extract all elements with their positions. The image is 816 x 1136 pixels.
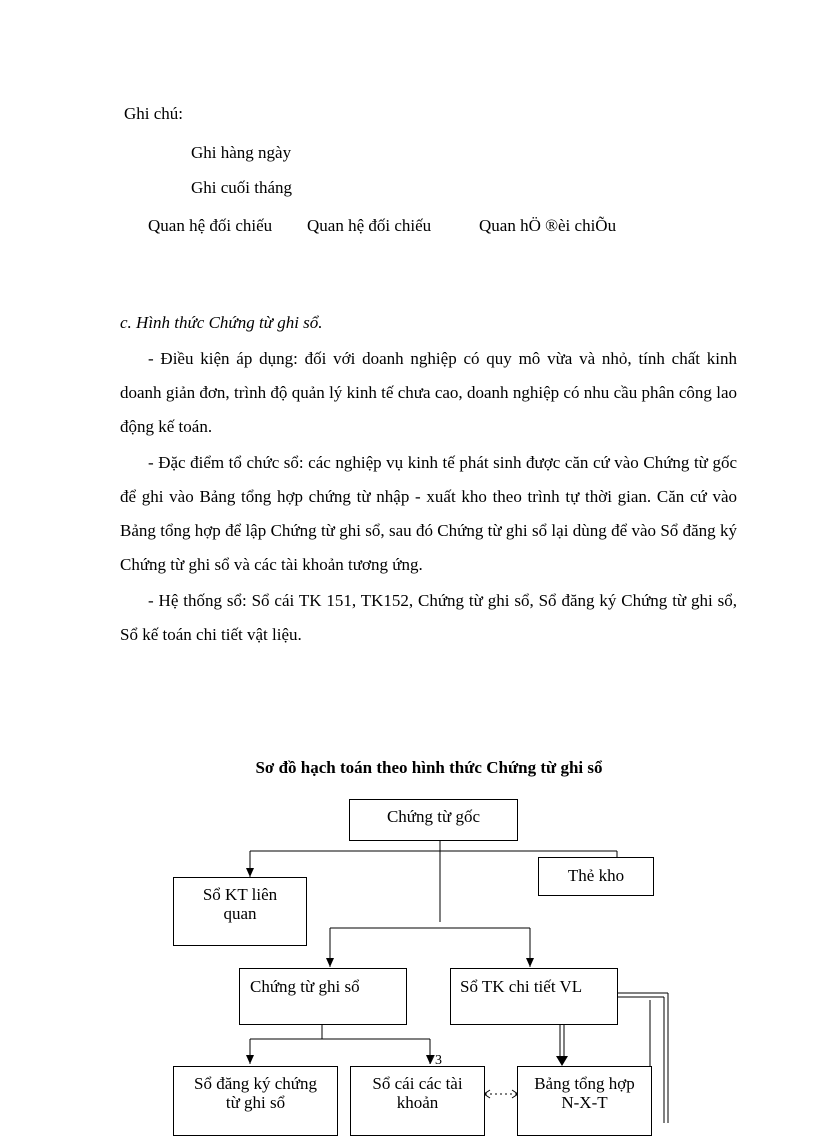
- box-related-kt-line1: Sổ KT liên: [202, 885, 278, 904]
- paragraph-system-text: - Hệ thống sổ: Sổ cái TK 151, TK152, Chứng từ ghi sổ, Sổ đăng ký Chứng từ ghi sổ, Sổ kế toán chi tiết vật liệu.: [120, 591, 737, 644]
- box-summary-line1: Bảng tổng hợp: [534, 1074, 635, 1093]
- box-general-ledger-line2: khoản: [396, 1093, 439, 1112]
- paragraph-conditions-text: - Điều kiện áp dụng: đối với doanh nghiệp có quy mô vừa và nhỏ, tính chất kinh doanh giản đơn, trình độ quản lý kinh tế chưa cao, doanh nghiệp có nhu cầu phân công lao động kế toán.: [120, 349, 737, 436]
- page-number: 73: [428, 1053, 442, 1068]
- box-register-line1: Sổ đăng ký chứng: [193, 1074, 317, 1093]
- legend-relation-2: Quan hệ đối chiếu: [307, 216, 432, 235]
- box-general-ledger-line1: Sổ cái các tài: [372, 1074, 463, 1093]
- box-voucher-book: [239, 968, 407, 1025]
- box-voucher-book-label: Chứng từ ghi sổ: [250, 977, 360, 996]
- box-source-docs: [349, 799, 518, 841]
- section-heading: c. Hình thức Chứng từ ghi sổ.: [120, 313, 323, 332]
- legend-heading: Ghi chú:: [124, 104, 184, 123]
- box-related-kt: [173, 877, 307, 946]
- box-general-ledger: [350, 1066, 485, 1136]
- legend-relation-1: Quan hệ đối chiếu: [148, 216, 273, 235]
- box-warehouse-card: [538, 857, 654, 896]
- box-summary-line2: N-X-T: [561, 1093, 608, 1112]
- box-register-line2: từ ghi sổ: [225, 1093, 286, 1112]
- box-summary: [517, 1066, 652, 1136]
- legend-month-end: Ghi cuối tháng: [191, 178, 293, 197]
- paragraph-features-text: - Đặc điểm tổ chức sổ: các nghiệp vụ kinh tế phát sinh được căn cứ vào Chứng từ gốc để ghi vào Bảng tổng hợp chứng từ nhập - xuất kho theo trình tự thời gian. Căn cứ vào Bảng tổng hợp để lập Chứng từ ghi sổ, sau đó Chứng từ ghi sổ lại dùng để vào Sổ đăng ký Chứng từ ghi sổ và các tài khoản tương ứng.: [120, 453, 737, 574]
- legend-daily: Ghi hàng ngày: [191, 143, 292, 162]
- arrow-to-summary: [556, 1056, 568, 1066]
- box-detail-ledger-label: Sổ TK chi tiết VL: [460, 977, 583, 996]
- box-related-kt-line2: quan: [223, 904, 257, 923]
- box-source-docs-label: Chứng từ gốc: [386, 807, 481, 826]
- box-register: [173, 1066, 338, 1136]
- legend-relation-3: Quan hÖ ®èi chiÕu: [479, 216, 617, 235]
- diagram-title-text: Sơ đồ hạch toán theo hình thức Chứng từ ghi sổ: [255, 758, 603, 777]
- box-detail-ledger: [450, 968, 618, 1025]
- box-warehouse-card-label: Thẻ kho: [567, 866, 625, 885]
